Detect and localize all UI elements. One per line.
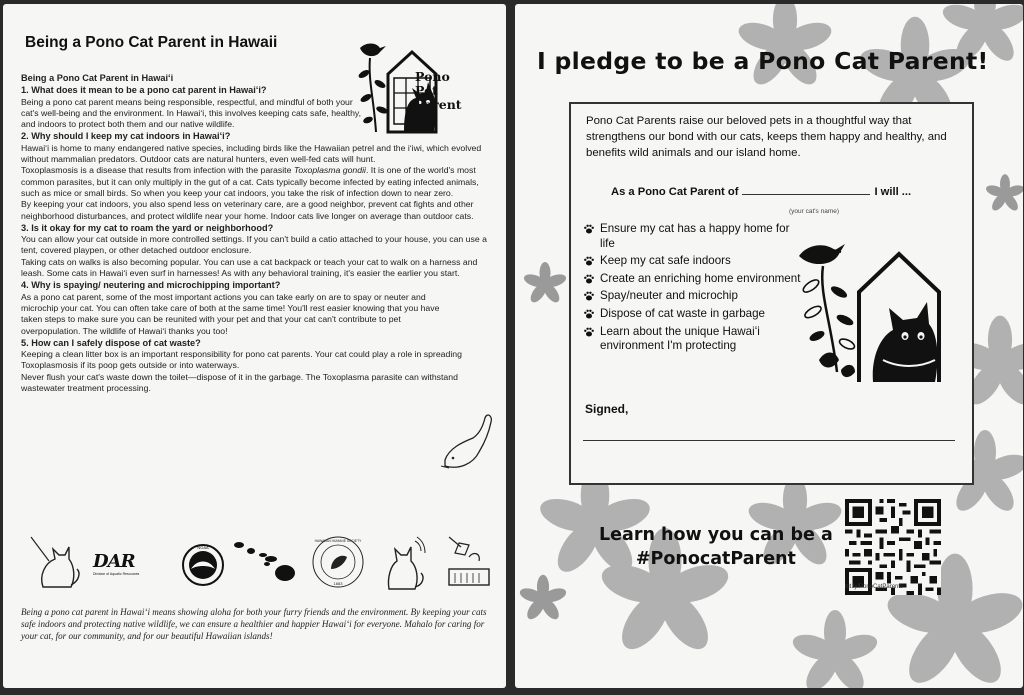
left-page <box>3 4 506 688</box>
dar-logo: DAR Division of Aquatic Resources <box>93 551 140 576</box>
pledge-item: Create an enriching home environment <box>583 272 803 287</box>
pledge-card <box>569 102 974 485</box>
faq-answer-2b: Toxoplasmosis is a disease that results from infection with the parasite Toxoplasma gondii. It is one of the world's most common parasites, but it can only multiply in the gut of a cat. Cats typically become infected by eating infected animals, such as mice or small birds. So when you keep your cat indoors, you take the risk of infection down to near zero. <box>21 165 479 198</box>
faq-question-3: 3. Is it okay for my cat to roam the yard or neighborhood? <box>21 222 274 233</box>
faq-answer-2a: Hawaiʻi is home to many endangered native species, including birds like the Hawaiian petrel and the iʻiwi, which evolved without mammalian predators. Outdoor cats are natural hunters, even well-fed cats will hunt. <box>21 142 482 165</box>
faq-answer-1: Being a pono cat parent means being responsible, respectful, and mindful of both your cat's well-being and the environment. In Hawaiʻi, this involves keeping cats safe, healthy, and indoors to protect both them and our native wildlife. <box>21 96 362 130</box>
faq-subheading: Being a Pono Cat Parent in Hawaiʻi <box>21 73 174 83</box>
humane-society-text: HAWAIIAN HUMANE SOCIETY <box>314 539 362 543</box>
litter-box-icon <box>443 533 493 591</box>
pledge-item: Learn about the unique Hawaiʻi environment I'm protecting <box>583 325 803 354</box>
cat-on-leash-icon <box>23 531 83 591</box>
humane-society-year: 1883 <box>333 581 343 586</box>
faq-answer-5b: Never flush your cat's waste down the toilet—dispose of it in the garbage. The Toxoplasma parasite can withstand wastewater treatment processing. <box>21 371 458 394</box>
faq-answer-4: As a pono cat parent, some of the most important actions you can take early on are to spay or neuter and microchip your cat. You can often take care of both at the same time! You'll rest easier knowing that you have taken steps to make sure you can be reunited with your pet and that your cat can't contribute to pet overpopulation. The wildlife of Hawaiʻi thanks you too! <box>21 291 440 336</box>
faq-answer-5a: Keeping a clean litter box is an important responsibility for pono cat parents. Your cat could play a role in spreading Toxoplasmosis if its poop gets outside or into waterways. <box>21 349 462 371</box>
logo-text: Pono Pet Parent <box>415 69 462 112</box>
cat-listening-icon <box>379 535 427 591</box>
paw-icon <box>583 326 595 338</box>
paw-icon <box>583 273 595 285</box>
pledge-list <box>583 222 803 357</box>
signed-label: Signed, <box>585 402 629 416</box>
faq-answer-3a: You can allow your cat outside in more controlled settings. If you can't build a catio attached to your house, you can use a tent, covered playpen, or other detached outdoor enclosure. <box>21 234 487 256</box>
learn-more-text: Learn how you can be a #PonocatParent <box>599 525 833 569</box>
faq-question-1: 1. What does it mean to be a pono cat parent in Hawaiʻi? <box>21 85 267 96</box>
qr-url[interactable]: bit.ly/PonoCatParents <box>845 584 904 590</box>
pledge-item: Ensure my cat has a happy home for life <box>583 222 803 251</box>
hawaiian-humane-society-logo <box>311 535 365 589</box>
pledge-item: Spay/neuter and microchip <box>583 289 803 304</box>
right-page <box>515 4 1023 688</box>
paw-icon <box>583 290 595 302</box>
paw-icon <box>583 308 595 320</box>
bird-cat-house-illustration <box>789 232 969 402</box>
noaa-logo <box>181 543 225 587</box>
faq-answer-2c: By keeping your cat indoors, you also spend less on veterinary care, are a good neighbor, prevent cat fights and other neighborhood disturbances, and protect wildlife near your home. Indoor cats live longer on average than outdoor cats. <box>21 199 474 221</box>
pledge-item: Dispose of cat waste in garbage <box>583 307 803 322</box>
monk-seal-icon <box>439 408 495 474</box>
pledge-intro: Pono Cat Parents raise our beloved pets in a thoughtful way that strengthens our bond with our cats, keeps them happy and healthy, and benefits wild animals and our island home. <box>586 115 947 159</box>
paw-icon <box>583 255 595 267</box>
cat-name-hint: (your cat's name) <box>789 208 840 215</box>
faq-body <box>21 73 499 394</box>
faq-question-2: 2. Why should I keep my cat indoors in Hawaiʻi? <box>21 131 231 142</box>
faq-answer-3b: Taking cats on walks is also becoming popular. You can use a cat backpack or teach your cat to walk on a harness and leash. Some cats in Hawaiʻi even surf in harnesses! As with any behavioral training, it's easier the earlier you start. <box>21 256 478 279</box>
paw-icon <box>583 223 595 235</box>
partner-logos-row <box>23 531 493 595</box>
faq-question-4: 4. Why is spaying/ neutering and microchipping important? <box>21 280 281 291</box>
closing-note: Being a pono cat parent in Hawaiʻi means showing aloha for both your furry friends and the environment. By keeping your cats safe indoors and protecting native wildlife, we can ensure a healthier and happier Hawaiʻi for everyone. Mahalo for caring for your cat, for our community, and for our beautiful Hawaiian islands! <box>21 607 487 642</box>
faq-question-5: 5. How can I safely dispose of cat waste? <box>21 337 201 348</box>
pledge-cat-name-line: As a Pono Cat Parent of I will ... <box>611 186 912 198</box>
hawaiian-islands-icon <box>231 539 301 583</box>
qr-code[interactable] <box>845 499 941 595</box>
signature-line[interactable] <box>583 440 955 441</box>
cat-name-blank[interactable] <box>742 185 870 195</box>
left-page-title: Being a Pono Cat Parent in Hawaii <box>25 34 278 51</box>
pledge-title: I pledge to be a Pono Cat Parent! <box>537 47 989 75</box>
noaa-logo-text: NOAA <box>197 545 209 550</box>
pledge-item: Keep my cat safe indoors <box>583 254 803 269</box>
